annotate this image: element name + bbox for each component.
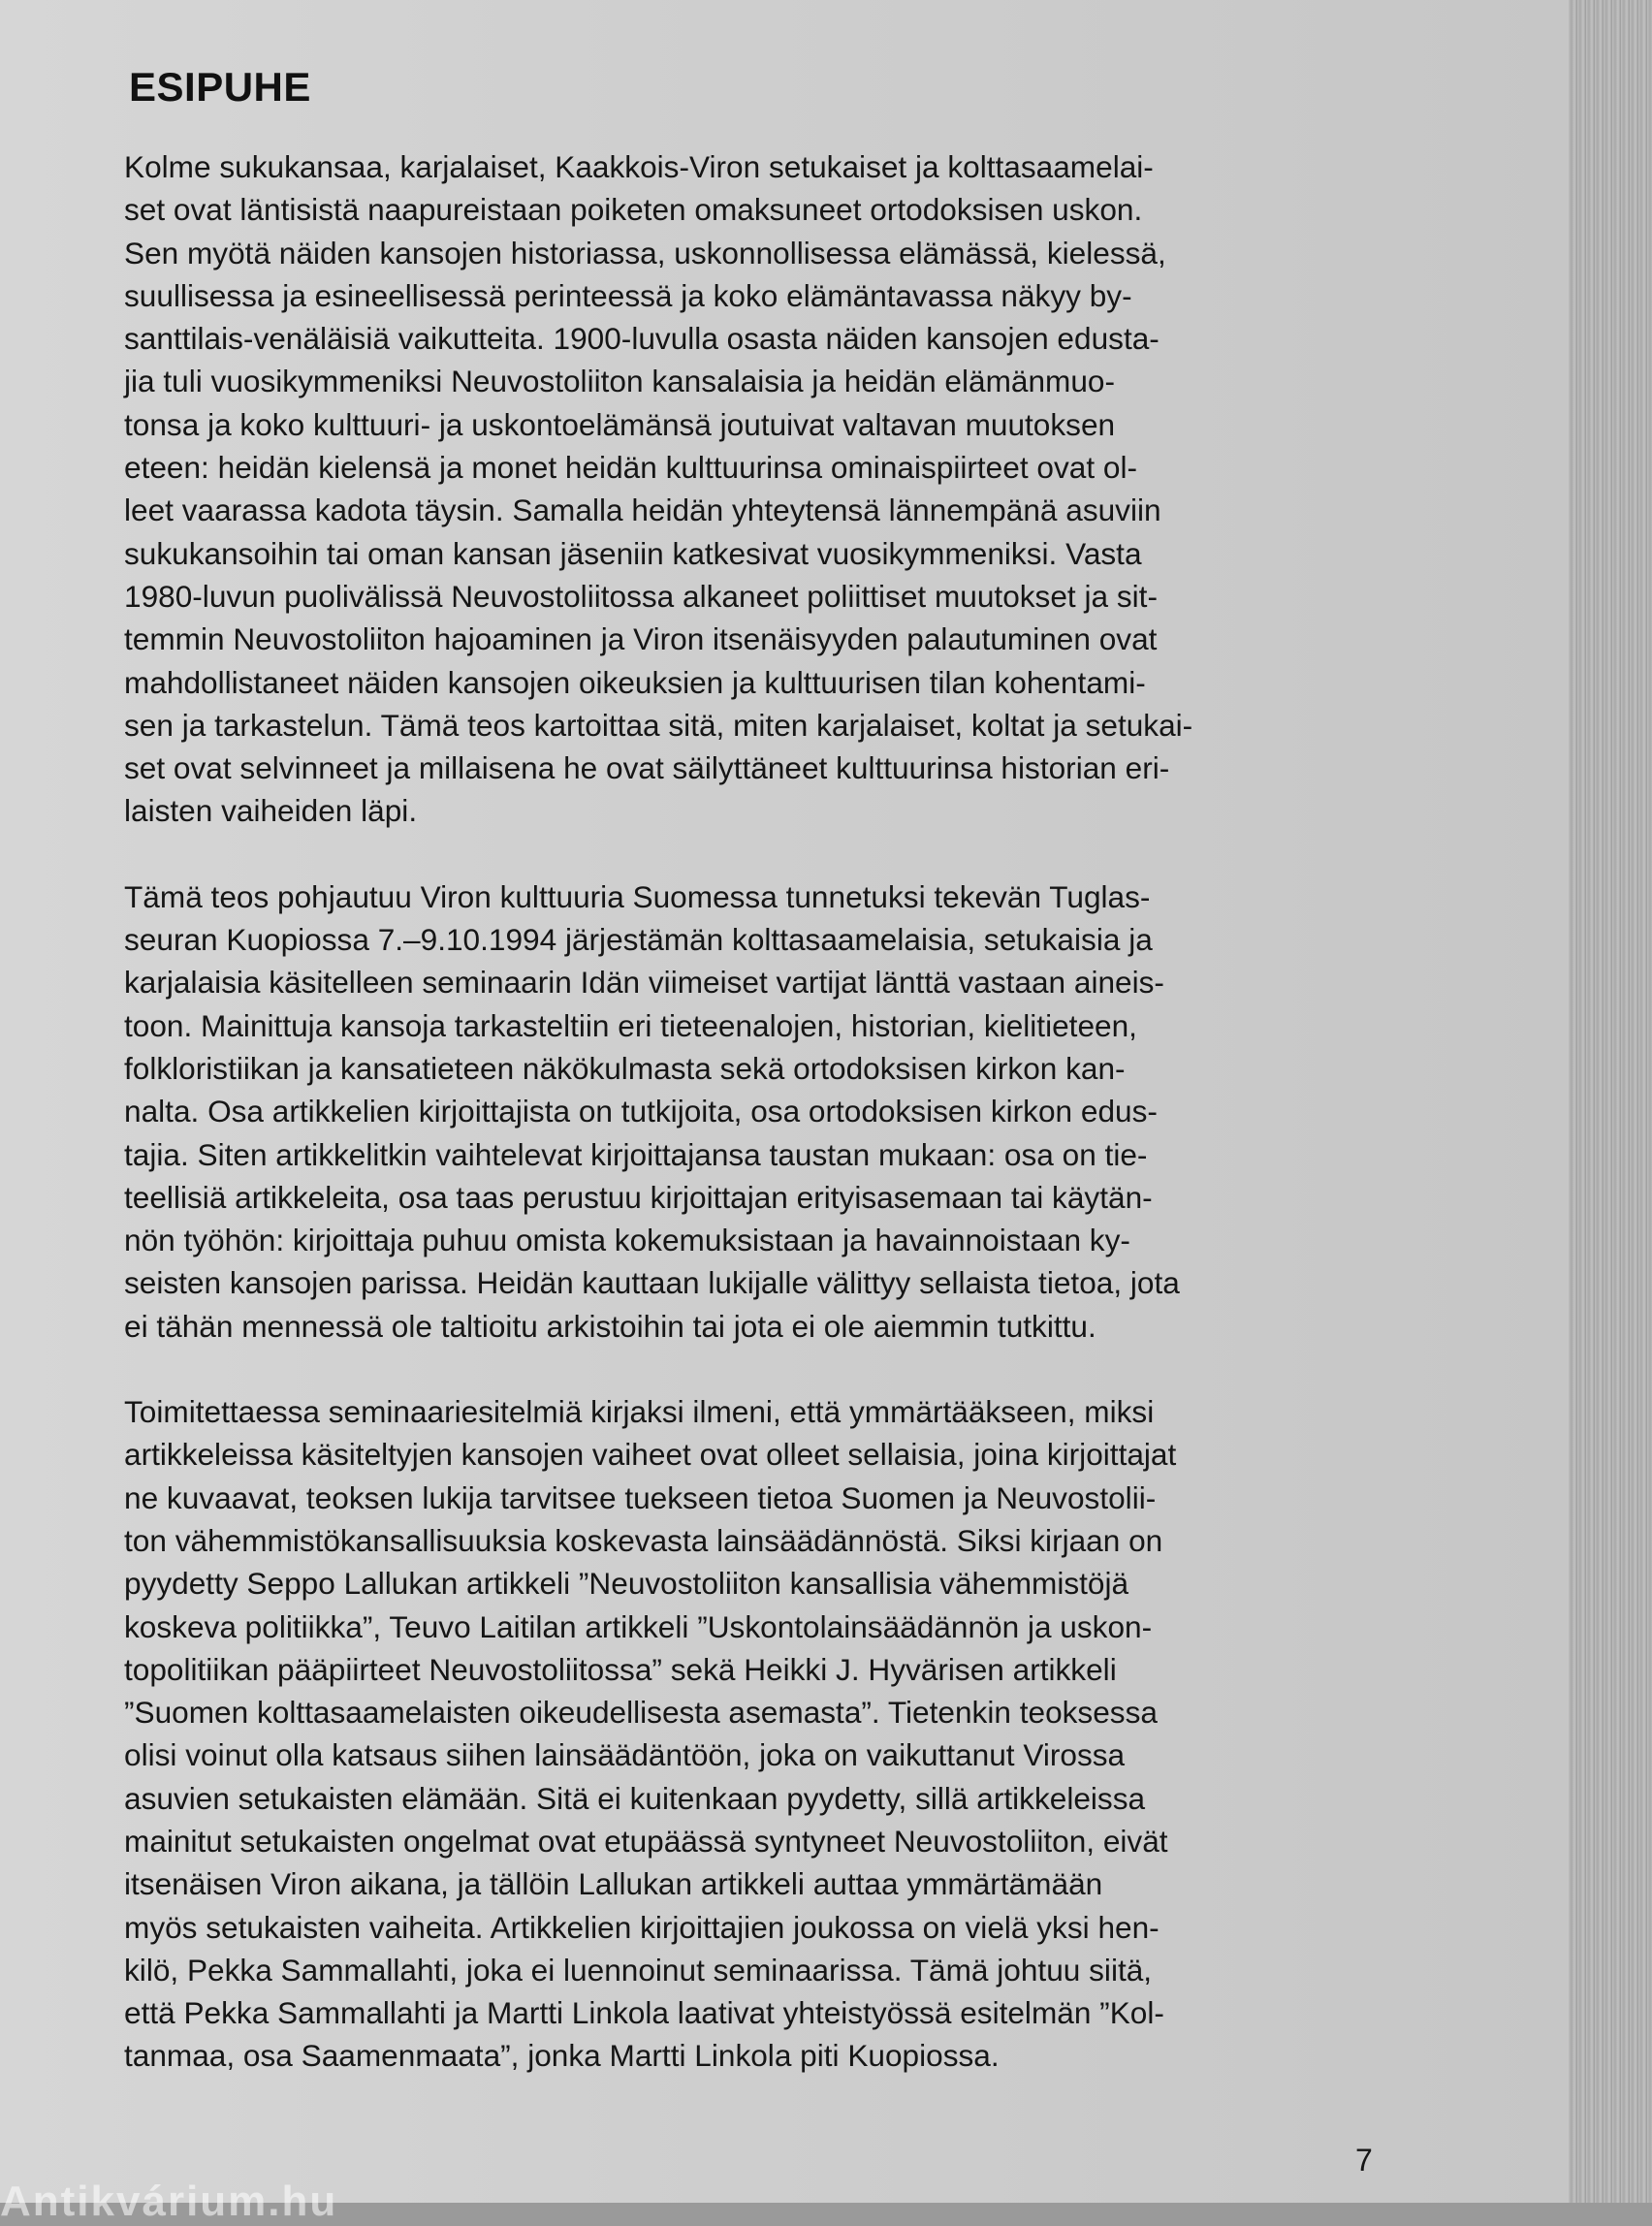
text-line: myös setukaisten vaiheita. Artikkelien kirjoittajien joukossa on vielä yksi hen- <box>124 1909 1160 1945</box>
page-number: 7 <box>1355 2143 1373 2178</box>
text-line: sen ja tarkastelun. Tämä teos kartoittaa sitä, miten karjalaiset, koltat ja setukai- <box>124 707 1193 743</box>
page-title: ESIPUHE <box>129 64 311 110</box>
text-line: tajia. Siten artikkelitkin vaihtelevat kirjoittajansa taustan mukaan: osa on tie- <box>124 1136 1148 1172</box>
paragraph-3 <box>124 1390 1384 2078</box>
text-line: temmin Neuvostoliiton hajoaminen ja Viron itsenäisyyden palautuminen ovat <box>124 621 1158 657</box>
text-line: itsenäisen Viron aikana, ja tällöin Lallukan artikkeli auttaa ymmärtämään <box>124 1866 1103 1902</box>
text-line: sukukansoihin tai oman kansan jäseniin katkesivat vuosikymmeniksi. Vasta <box>124 535 1142 571</box>
text-line: Sen myötä näiden kansojen historiassa, uskonnollisessa elämässä, kielessä, <box>124 235 1166 270</box>
paragraph-1 <box>124 145 1384 833</box>
text-line: seuran Kuopiossa 7.–9.10.1994 järjestämän kolttasaamelaisia, setukaisia ja <box>124 922 1153 958</box>
text-line: olisi voinut olla katsaus siihen lainsäädäntöön, joka on vaikuttanut Virossa <box>124 1737 1126 1773</box>
body-text <box>124 145 1384 2120</box>
text-line: ”Suomen kolttasaamelaisten oikeudellisesta asemasta”. Tietenkin teoksessa <box>124 1695 1158 1731</box>
text-line: karjalaisia käsitelleen seminaarin Idän viimeiset vartijat länttä vastaan aineis- <box>124 965 1164 1001</box>
text-line: mainitut setukaisten ongelmat ovat etupäässä syntyneet Neuvostoliiton, eivät <box>124 1823 1168 1859</box>
text-line: tanmaa, osa Saamenmaata”, jonka Martti Linkola piti Kuopiossa. <box>124 2038 1000 2074</box>
text-line: topolitiikan pääpiirteet Neuvostoliitossa” sekä Heikki J. Hyvärisen artikkeli <box>124 1651 1117 1687</box>
text-line: Tämä teos pohjautuu Viron kulttuuria Suomessa tunnetuksi tekevän Tuglas- <box>124 878 1151 914</box>
text-line: että Pekka Sammallahti ja Martti Linkola laativat yhteistyössä esitelmän ”Kol- <box>124 1995 1164 2031</box>
text-line: nön työhön: kirjoittaja puhuu omista kokemuksistaan ja havainnoistaan ky- <box>124 1223 1130 1258</box>
text-line: 1980-luvun puolivälissä Neuvostoliitossa alkaneet poliittiset muutokset ja sit- <box>124 578 1158 614</box>
text-line: nalta. Osa artikkelien kirjoittajista on tutkijoita, osa ortodoksisen kirkon edus- <box>124 1094 1158 1129</box>
page-stack-edge <box>1569 0 1652 2203</box>
text-line: kilö, Pekka Sammallahti, joka ei luennoinut seminaarissa. Tämä johtuu siitä, <box>124 1952 1153 1988</box>
text-line: Toimitettaessa seminaariesitelmiä kirjaksi ilmeni, että ymmärtääkseen, miksi <box>124 1394 1155 1430</box>
watermark: Antikvárium.hu <box>0 2178 338 2225</box>
text-line: artikkeleissa käsiteltyjen kansojen vaiheet ovat olleet sellaisia, joina kirjoittajat <box>124 1437 1177 1473</box>
text-line: jia tuli vuosikymmeniksi Neuvostoliiton kansalaisia ja heidän elämänmuo- <box>124 364 1116 399</box>
text-line: folkloristiikan ja kansatieteen näkökulmasta sekä ortodoksisen kirkon kan- <box>124 1050 1126 1086</box>
text-line: suullisessa ja esineellisessä perinteessä ja koko elämäntavassa näkyy by- <box>124 277 1132 313</box>
text-line: ton vähemmistökansallisuuksia koskevasta lainsäädännöstä. Siksi kirjaan on <box>124 1522 1163 1558</box>
text-line: mahdollistaneet näiden kansojen oikeuksien ja kulttuurisen tilan kohentami- <box>124 664 1146 700</box>
text-line: teellisiä artikkeleita, osa taas perustuu kirjoittajan erityisasemaan tai käytän- <box>124 1179 1153 1215</box>
text-line: leet vaarassa kadota täysin. Samalla heidän yhteytensä lännempänä asuviin <box>124 493 1161 528</box>
text-line: set ovat selvinneet ja millaisena he ovat säilyttäneet kulttuurinsa historian eri- <box>124 750 1170 786</box>
text-line: eteen: heidän kielensä ja monet heidän kulttuurinsa ominaispiirteet ovat ol- <box>124 450 1137 486</box>
text-line: seisten kansojen parissa. Heidän kauttaan lukijalle välittyy sellaista tietoa, jota <box>124 1265 1180 1301</box>
text-line: ne kuvaavat, teoksen lukija tarvitsee tuekseen tietoa Suomen ja Neuvostolii- <box>124 1479 1157 1515</box>
text-line: asuvien setukaisten elämään. Sitä ei kuitenkaan pyydetty, sillä artikkeleissa <box>124 1780 1146 1816</box>
text-line: set ovat läntisistä naapureistaan poiketen omaksuneet ortodoksisen uskon. <box>124 192 1143 228</box>
text-line: koskeva politiikka”, Teuvo Laitilan artikkeli ”Uskontolainsäädännön ja uskon- <box>124 1608 1153 1644</box>
text-line: tonsa ja koko kulttuuri- ja uskontoelämänsä joutuivat valtavan muutoksen <box>124 406 1116 442</box>
text-line: toon. Mainittuja kansoja tarkasteltiin eri tieteenalojen, historian, kielitieteen, <box>124 1007 1137 1043</box>
text-line: Kolme sukukansaa, karjalaiset, Kaakkois-Viron setukaiset ja kolttasaamelai- <box>124 149 1154 184</box>
text-line: ei tähän mennessä ole taltioitu arkistoihin tai jota ei ole aiemmin tutkittu. <box>124 1308 1096 1344</box>
text-line: santtilais-venäläisiä vaikutteita. 1900-luvulla osasta näiden kansojen edusta- <box>124 321 1160 357</box>
text-line: pyydetty Seppo Lallukan artikkeli ”Neuvostoliiton kansallisia vähemmistöjä <box>124 1566 1129 1602</box>
text-line: laisten vaiheiden läpi. <box>124 793 418 829</box>
paragraph-2 <box>124 875 1384 1348</box>
